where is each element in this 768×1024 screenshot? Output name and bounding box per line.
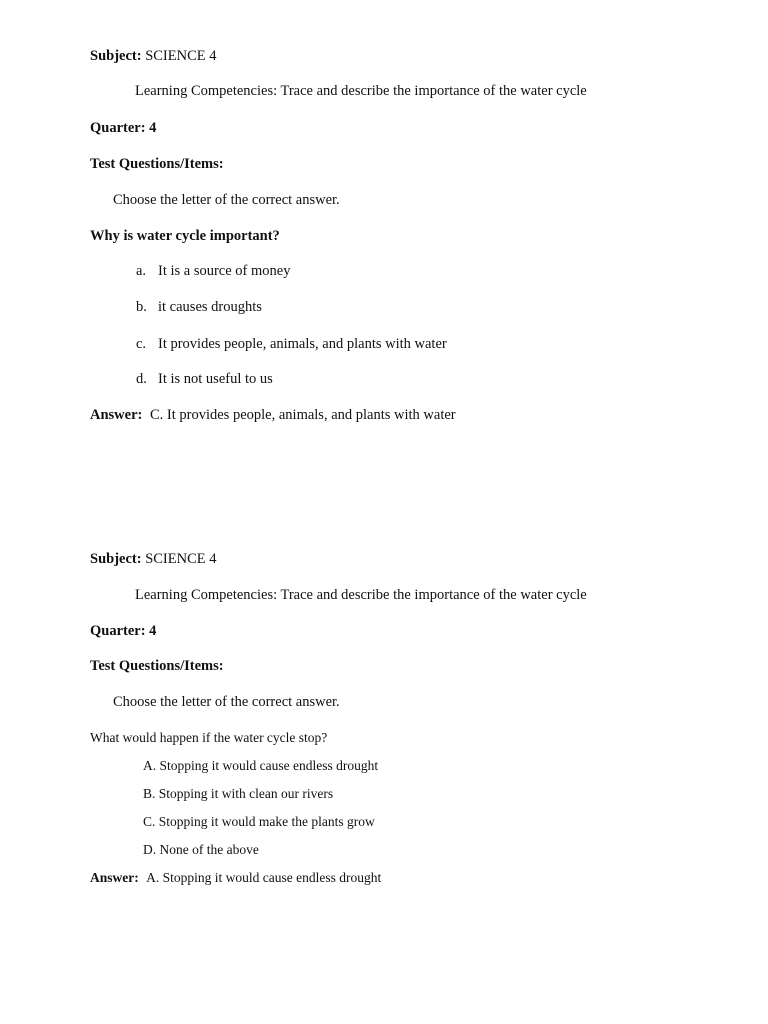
option-C: C. Stopping it would make the plants grow [143, 814, 375, 829]
option-letter: b. [136, 299, 147, 315]
subject-label: Subject: [90, 48, 142, 64]
option-letter: a. [136, 263, 147, 279]
option-D: D. None of the above [143, 842, 259, 857]
subject-value: SCIENCE 4 [145, 48, 217, 64]
option-c [136, 335, 146, 353]
answer-value: C. It provides people, animals, and plants with water [149, 407, 456, 423]
answer-line-1 [90, 406, 456, 424]
question-1: Why is water cycle important? [90, 228, 280, 244]
option-c-text: It provides people, animals, and plants with water [158, 336, 447, 352]
test-heading-1: Test Questions/Items: [90, 156, 224, 172]
subject-line-1 [90, 47, 216, 65]
answer-label: Answer: [90, 870, 139, 885]
answer-value: A. Stopping it would cause endless drought [146, 870, 382, 885]
quarter-label-2: Quarter: 4 [90, 623, 157, 639]
answer-line-2 [90, 869, 381, 887]
option-b-text: it causes droughts [158, 299, 262, 315]
option-A: A. Stopping it would cause endless drought [143, 758, 379, 773]
subject-value: SCIENCE 4 [145, 551, 217, 567]
subject-label: Subject: [90, 551, 142, 567]
option-b [136, 298, 147, 316]
competency-text-2: Learning Competencies: Trace and describe the importance of the water cycle [135, 587, 587, 603]
quarter-label-1: Quarter: 4 [90, 120, 157, 136]
option-a [136, 262, 146, 280]
subject-line-2 [90, 550, 216, 568]
competency-text-1: Learning Competencies: Trace and describe the importance of the water cycle [135, 83, 587, 99]
instruction-2: Choose the letter of the correct answer. [113, 694, 340, 710]
option-a-text: It is a source of money [158, 263, 291, 279]
option-d [136, 370, 147, 388]
option-letter: d. [136, 371, 147, 387]
option-d-text: It is not useful to us [158, 371, 273, 387]
option-B: B. Stopping it with clean our rivers [143, 786, 334, 801]
answer-label: Answer: [90, 407, 143, 423]
question-2: What would happen if the water cycle stop? [90, 730, 328, 745]
option-letter: c. [136, 336, 147, 352]
instruction-1: Choose the letter of the correct answer. [113, 192, 340, 208]
test-heading-2: Test Questions/Items: [90, 658, 224, 674]
